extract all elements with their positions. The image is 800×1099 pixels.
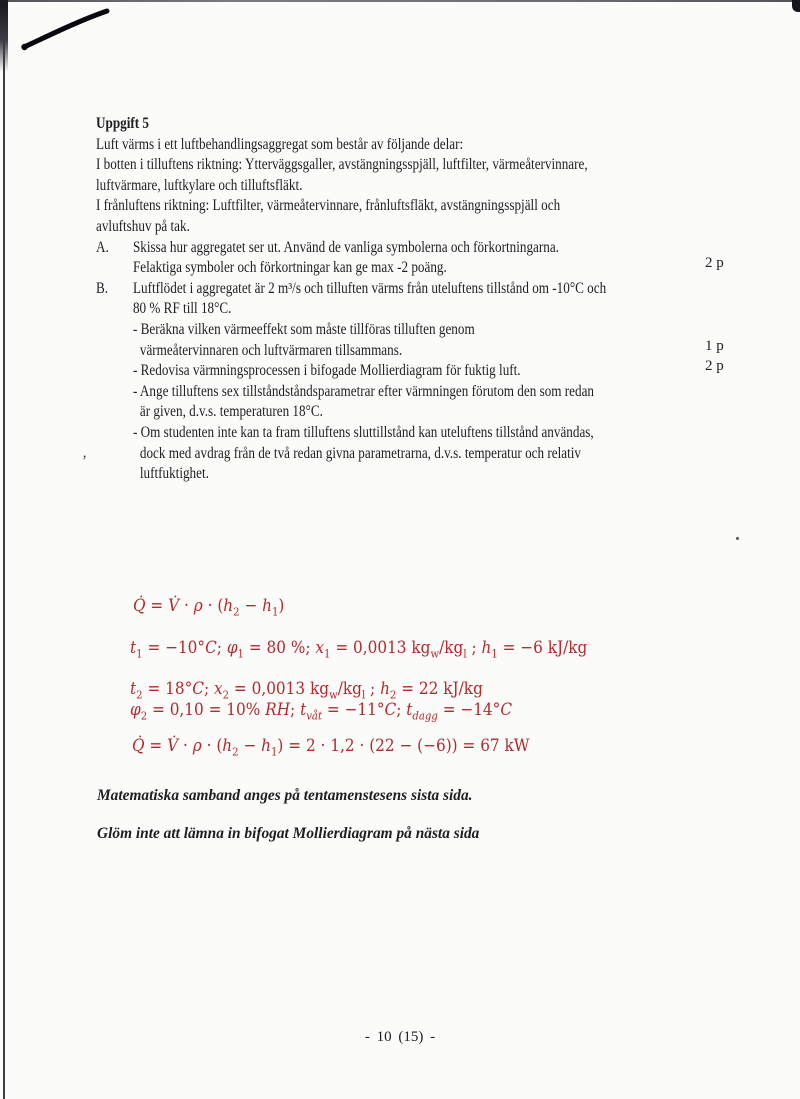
task-b-line: 80 % RF till 18°C. [132,300,232,318]
note-math-relations: Matematiska samband anges på tentamenstesens sista sida. [97,786,473,804]
scan-corner-top-right [792,0,800,12]
task-b-line: är given, d.v.s. temperaturen 18°C. [139,403,323,421]
task-a-marker: A. [96,238,109,256]
scan-corner-top-left [0,0,8,72]
task-b-line: - Ange tilluftens sex tillståndståndsparametrar efter värmningen förutom den som redan [132,382,595,400]
intro-line: avluftshuv på tak. [96,217,190,235]
task-b-line: värmeåtervinnaren och luftvärmaren tillsammans. [139,341,403,359]
scan-edge-left [3,0,5,1099]
task-a-line [96,238,698,259]
points-badge-task-b-mollier: 2 p [705,358,724,374]
solution-state-2a: $t_2 = 18^\circ C$; $x_2 = 0,0013$ $kg_w/kg_l$ ; $h_2 = 22$ kJ/kg [130,679,483,702]
points-badge-task-b-calc: 1 p [705,338,724,354]
task-b-line: dock med avdrag från de två redan givna parametrarna, d.v.s. temperatur och relativ [139,444,581,462]
exam-text-column [96,114,698,485]
intro-line: luftvärmare, luftkylare och tilluftsfläkt. [96,176,303,194]
scan-edge-top [0,0,800,2]
task-b-line: luftfuktighet. [139,465,209,483]
task-title: Uppgift 5 [96,115,149,132]
note-mollier-reminder: Glöm inte att lämna in bifogat Mollierdiagram på nästa sida [97,824,480,842]
task-b-line: - Redovisa värmningsprocessen i bifogade Mollierdiagram för fuktig luft. [132,362,521,380]
solution-result: Q̇ = V̇ · $\rho \cdot (h_2 - h_1) = 2 \cdot 1,2 \cdot (22 - (-6)) = 67$ kW [132,736,530,759]
task-b-text: Luftflödet i aggregatet är 2 m³/s och tilluften värms från uteluftens tillstånd om -10°C och [132,279,607,297]
solution-state-2b: $\varphi_2 = 0,10 = 10\%$ RH; $t_{våt} = -11^\circ C$; $t_{dagg} = -14^\circ C$ [130,700,513,723]
intro-line: I botten i tilluftens riktning: Ytterväggsgaller, avstängningsspjäll, luftfilter, värmeåtervinnare, [96,156,588,174]
solution-state-1: $t_1 = -10^\circ C$; $\varphi_1 = 80$ %; $x_1 = 0,0013$ $kg_w/kg_l$ ; $h_1 = -6$ kJ/kg [130,638,588,661]
task-a-line: Felaktiga symboler och förkortningar kan ge max -2 poäng. [132,259,447,277]
intro-line: I frånluftens riktning: Luftfilter, värmeåtervinnare, frånluftsfläkt, avstängningsspjäll och [96,197,561,215]
task-b-line: - Om studenten inte kan ta fram tilluftens sluttillstånd kan uteluftens tillstånd användas, [132,423,594,441]
task-b-marker: B. [96,279,109,297]
task-b-line [96,279,698,300]
task-b-line: - Beräkna vilken värmeeffekt som måste tillföras tilluften genom [132,320,475,338]
task-a-text: Skissa hur aggregatet ser ut. Använd de vanliga symbolerna och förkortningarna. [132,238,559,256]
stray-apostrophe-mark: ’ [82,453,87,469]
pen-stroke-mark [14,4,120,56]
points-badge-task-a: 2 p [705,255,724,271]
solution-formula-heat-equation: Q̇ = V̇ · $\rho \cdot (h_2 - h_1)$ [133,596,285,619]
intro-line: Luft värms i ett luftbehandlingsaggregat som består av följande delar: [96,135,464,153]
scan-speck [736,537,739,540]
page-number: - 10 (15) - [364,1029,436,1045]
